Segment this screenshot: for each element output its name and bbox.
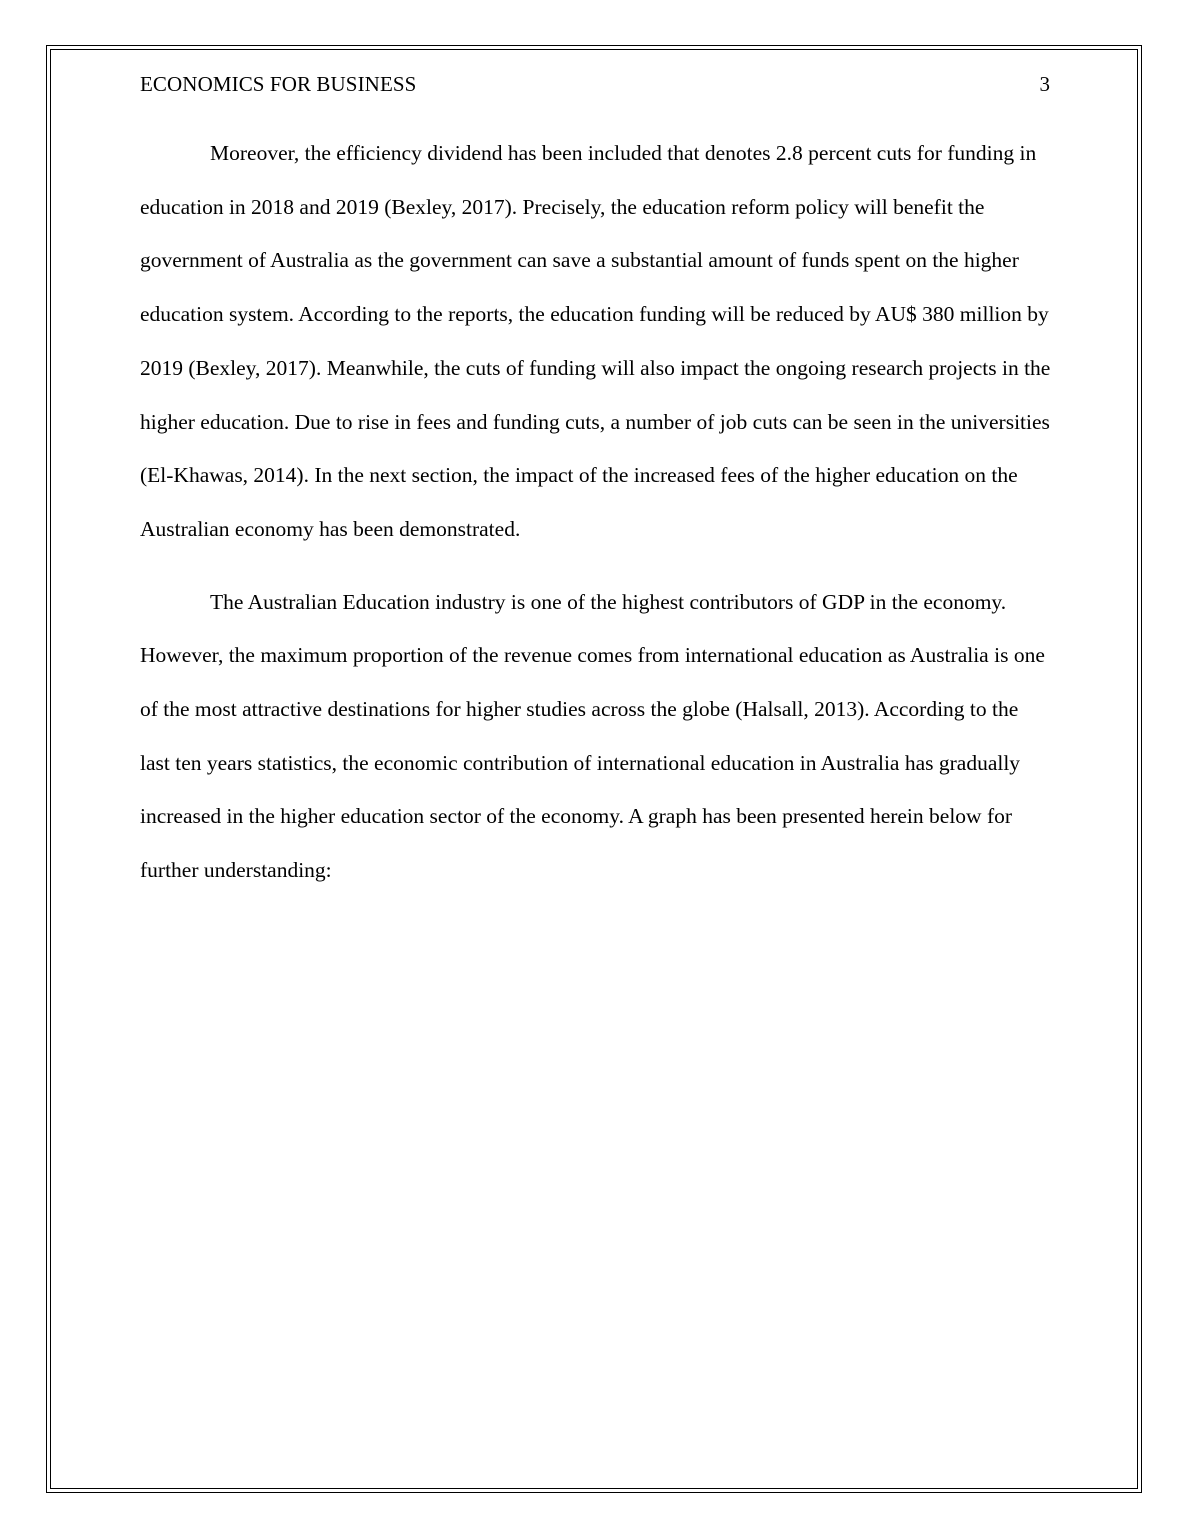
running-head bbox=[140, 69, 1050, 99]
page-number: 3 bbox=[1039, 72, 1050, 96]
paragraph-2: The Australian Education industry is one of the highest contributors of GDP in the economy. However, the maximum proportion of the revenue comes from international education as Australia is one of the most attractive destinations for higher studies across the globe (Halsall, 2013). According to the last ten years statistics, the economic contribution of international education in Australia has gradually increased in the higher education sector of the economy. A graph has been presented herein below for further understanding: bbox=[140, 589, 1045, 883]
paragraph-1: Moreover, the efficiency dividend has been included that denotes 2.8 percent cuts for funding in education in 2018 and 2019 (Bexley, 2017). Precisely, the education reform policy will benefit the government of Australia as the government can save a substantial amount of funds spent on the higher education system. According to the reports, the education funding will be reduced by AU$ 380 million by 2019 (Bexley, 2017). Meanwhile, the cuts of funding will also impact the ongoing research projects in the higher education. Due to rise in fees and funding cuts, a number of job cuts can be seen in the universities (El-Khawas, 2014). In the next section, the impact of the increased fees of the higher education on the Australian economy has been demonstrated. bbox=[140, 141, 1051, 541]
document-body bbox=[140, 127, 1052, 898]
running-head-title: ECONOMICS FOR BUSINESS bbox=[140, 72, 417, 96]
